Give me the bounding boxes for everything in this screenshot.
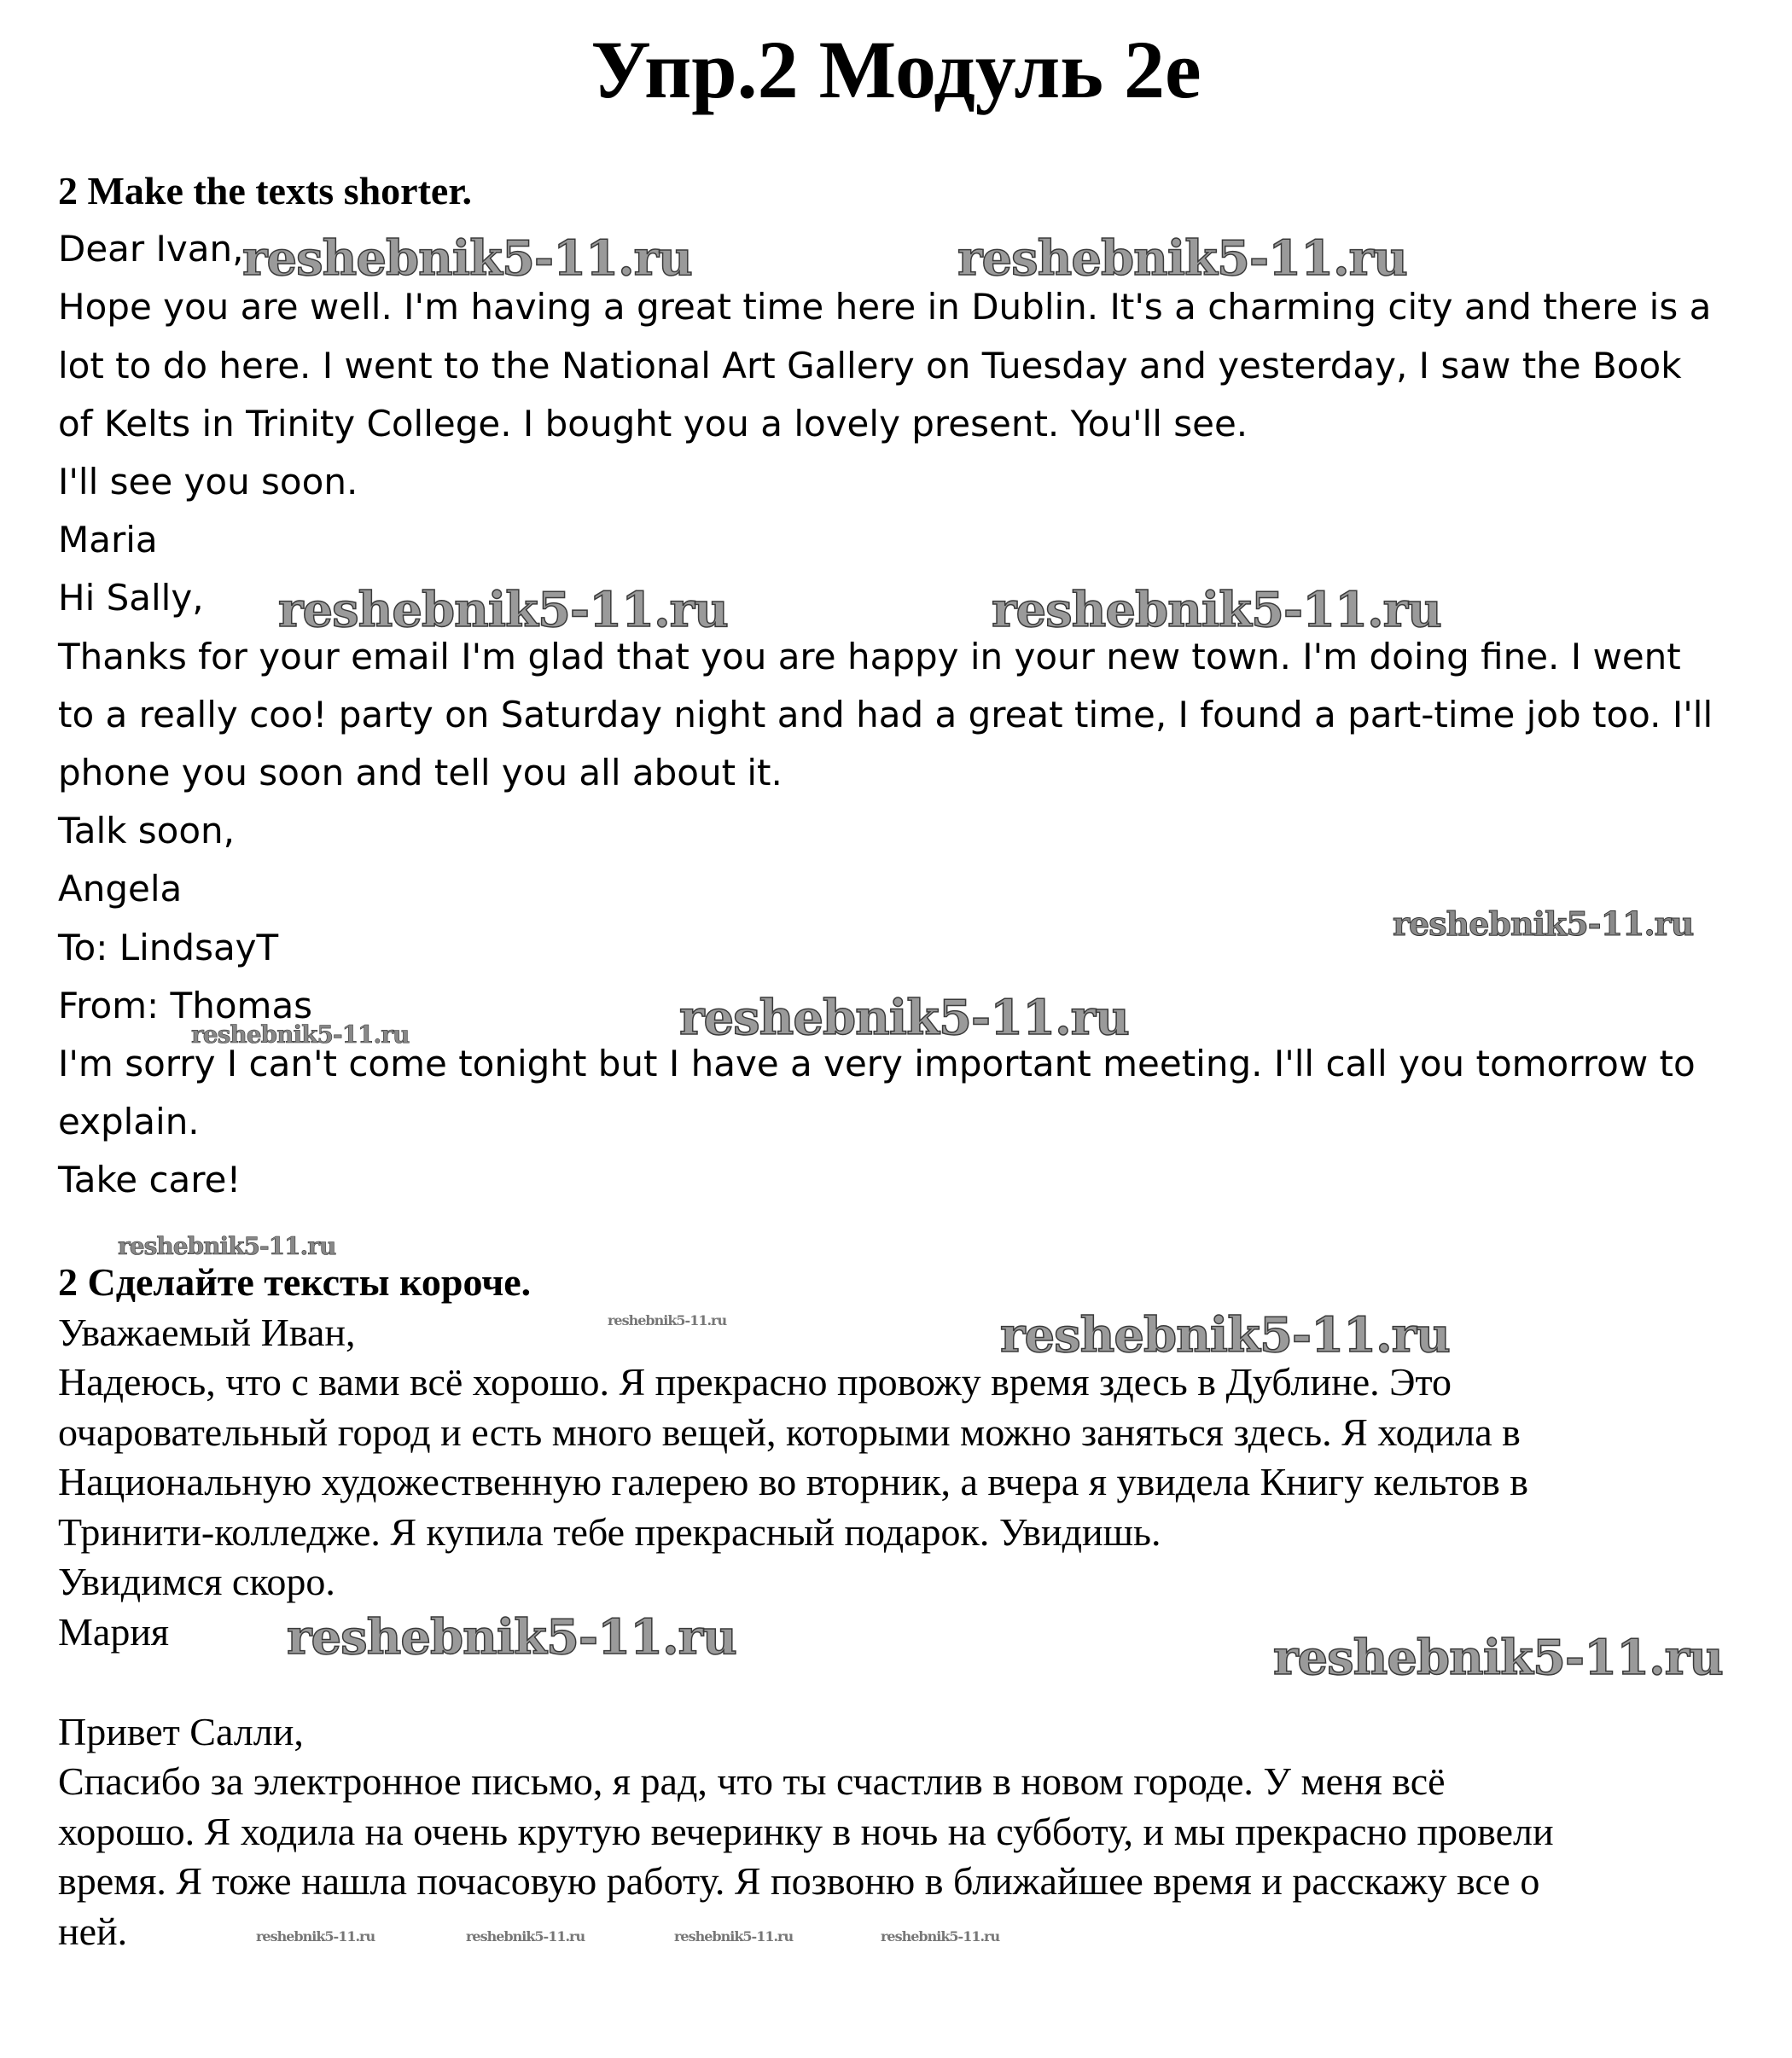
letter3-body-line: explain. — [58, 1101, 200, 1143]
letter2-body-line: Thanks for your email I'm glad that you are happy in your new town. I'm doing fine. I went — [58, 635, 1681, 677]
letter1-body-line: Hope you are well. I'm having a great time here in Dublin. It's a charming city and there is a — [58, 286, 1712, 328]
watermark: reshebnik5-11.ru — [881, 1928, 1000, 1945]
ru-letter1-greeting: Уважаемый Иван, — [58, 1310, 356, 1354]
letter3-from: From: Thomas — [58, 984, 313, 1026]
page-title: Упр.2 Модуль 2е — [591, 24, 1201, 115]
watermark: reshebnik5-11.ru — [466, 1928, 585, 1945]
english-section — [58, 162, 1756, 1210]
russian-section — [58, 1258, 1756, 1956]
russian-heading: 2 Сделайте тексты короче. — [58, 1260, 532, 1304]
watermark: reshebnik5-11.ru — [957, 230, 1407, 287]
ru-letter1-body-line: Тринити-колледже. Я купила тебе прекрасный подарок. Увидишь. — [58, 1509, 1161, 1554]
letter1-body-line: lot to do here. I went to the National Art Gallery on Tuesday and yesterday, I saw the Book — [58, 344, 1682, 387]
ru-letter2-body-line: ней. — [58, 1909, 128, 1953]
watermark: reshebnik5-11.ru — [608, 1312, 727, 1328]
letter2-greeting: Hi Sally, — [58, 577, 204, 619]
letter1-greeting: Dear Ivan, — [58, 228, 244, 270]
ru-letter2-body-line: Спасибо за электронное письмо, я рад, что ты счастлив в новом городе. У меня всё — [58, 1759, 1446, 1803]
watermark: reshebnik5-11.ru — [256, 1928, 375, 1945]
watermark: reshebnik5-11.ru — [287, 1609, 736, 1666]
letter3-closing: Take care! — [58, 1159, 241, 1201]
letter2-signature: Angela — [58, 868, 183, 910]
letter2-closing: Talk soon, — [58, 810, 236, 852]
english-heading: 2 Make the texts shorter. — [58, 169, 473, 212]
watermark: reshebnik5-11.ru — [674, 1928, 794, 1945]
ru-letter1-body-line: очаровательный город и есть много вещей, которыми можно заняться здесь. Я ходила в — [58, 1410, 1521, 1454]
ru-letter1-closing: Увидимся скоро. — [58, 1560, 335, 1603]
watermark: reshebnik5-11.ru — [191, 1020, 410, 1049]
watermark: reshebnik5-11.ru — [278, 582, 728, 638]
letter1-closing: I'll see you soon. — [58, 461, 358, 503]
ru-letter1-body-line: Надеюсь, что с вами всё хорошо. Я прекрасно провожу время здесь в Дублине. Это — [58, 1360, 1452, 1404]
watermark: reshebnik5-11.ru — [118, 1232, 336, 1260]
ru-letter1-body-line: Национальную художественную галерею во вторник, а вчера я увидела Книгу кельтов в — [58, 1460, 1529, 1503]
ru-letter2-body-line: время. Я тоже нашла почасовую работу. Я позвоню в ближайшее время и расскажу все о — [58, 1859, 1540, 1903]
ru-letter1-signature: Мария — [58, 1609, 170, 1654]
letter1-signature: Maria — [58, 519, 158, 561]
letter2-body-line: to a really coo! party on Saturday night and had a great time, I found a part-time job too. I'll — [58, 693, 1713, 735]
watermark: reshebnik5-11.ru — [242, 230, 692, 287]
watermark: reshebnik5-11.ru — [992, 582, 1441, 638]
watermark: reshebnik5-11.ru — [679, 990, 1129, 1046]
watermark: reshebnik5-11.ru — [1000, 1307, 1450, 1363]
letter1-body-line: of Kelts in Trinity College. I bought you a lovely present. You'll see. — [58, 402, 1248, 445]
ru-letter2-greeting: Привет Салли, — [58, 1709, 304, 1753]
letter3-body-line: I'm sorry I can't come tonight but I have a very important meeting. I'll call you tomorrow to — [58, 1043, 1696, 1085]
letter3-to: To: LindsayT — [58, 926, 279, 968]
watermark: reshebnik5-11.ru — [1273, 1630, 1723, 1686]
ru-letter2-body-line: хорошо. Я ходила на очень крутую вечеринку в ночь на субботу, и мы прекрасно провели — [58, 1809, 1554, 1853]
letter2-body-line: phone you soon and tell you all about it. — [58, 752, 783, 794]
watermark: reshebnik5-11.ru — [1393, 904, 1694, 943]
